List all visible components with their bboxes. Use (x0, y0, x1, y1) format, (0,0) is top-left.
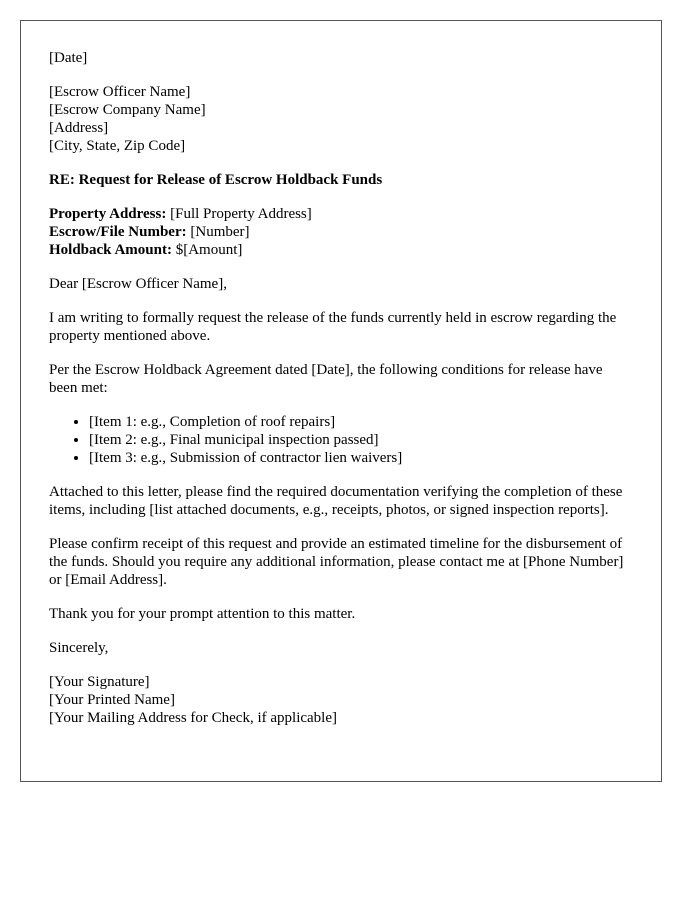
file-number-label: Escrow/File Number: (49, 224, 187, 240)
signature-block (49, 673, 633, 727)
conditions-list (49, 413, 633, 467)
paragraph-conditions-intro: Per the Escrow Holdback Agreement dated [Date], the following conditions for release have been met: (49, 362, 603, 396)
condition-item: • [Item 2: e.g., Final municipal inspection passed] (89, 431, 633, 449)
recipient-block (49, 83, 633, 155)
closing: Sincerely, (49, 640, 109, 656)
salutation: Dear [Escrow Officer Name], (49, 276, 227, 292)
mailing-address: [Your Mailing Address for Check, if applicable] (49, 710, 338, 726)
letter-page (20, 20, 662, 782)
recipient-city-state-zip: [City, State, Zip Code] (49, 138, 186, 154)
condition-item: • [Item 3: e.g., Submission of contractor lien waivers] (89, 449, 633, 467)
details-block (49, 205, 633, 259)
property-address-row (49, 205, 633, 223)
paragraph-attachments: Attached to this letter, please find the required documentation verifying the completion of these items, including [list attached documents, e.g., receipts, photos, or signed inspection reports]. (49, 484, 623, 518)
property-address-value: [Full Property Address] (170, 206, 312, 222)
property-address-label: Property Address: (49, 206, 167, 222)
signature-placeholder: [Your Signature] (49, 674, 150, 690)
paragraph-request: I am writing to formally request the release of the funds currently held in escrow regarding the property mentioned above. (49, 310, 617, 344)
recipient-company-name: [Escrow Company Name] (49, 102, 206, 118)
condition-item: • [Item 1: e.g., Completion of roof repairs] (89, 413, 633, 431)
file-number-row (49, 223, 633, 241)
paragraph-confirmation: Please confirm receipt of this request and provide an estimated timeline for the disbursement of the funds. Should you require any additional information, please contact me at [Phone Number] or [Email Address]. (49, 536, 624, 588)
recipient-address: [Address] (49, 120, 109, 136)
holdback-amount-label: Holdback Amount: (49, 242, 172, 258)
letter-date: [Date] (49, 50, 88, 66)
recipient-officer-name: [Escrow Officer Name] (49, 84, 191, 100)
subject-line: RE: Request for Release of Escrow Holdback Funds (49, 172, 383, 188)
holdback-amount-value: $[Amount] (175, 242, 243, 258)
holdback-amount-row (49, 241, 633, 259)
file-number-value: [Number] (190, 224, 250, 240)
printed-name: [Your Printed Name] (49, 692, 175, 708)
paragraph-thanks: Thank you for your prompt attention to this matter. (49, 606, 356, 622)
